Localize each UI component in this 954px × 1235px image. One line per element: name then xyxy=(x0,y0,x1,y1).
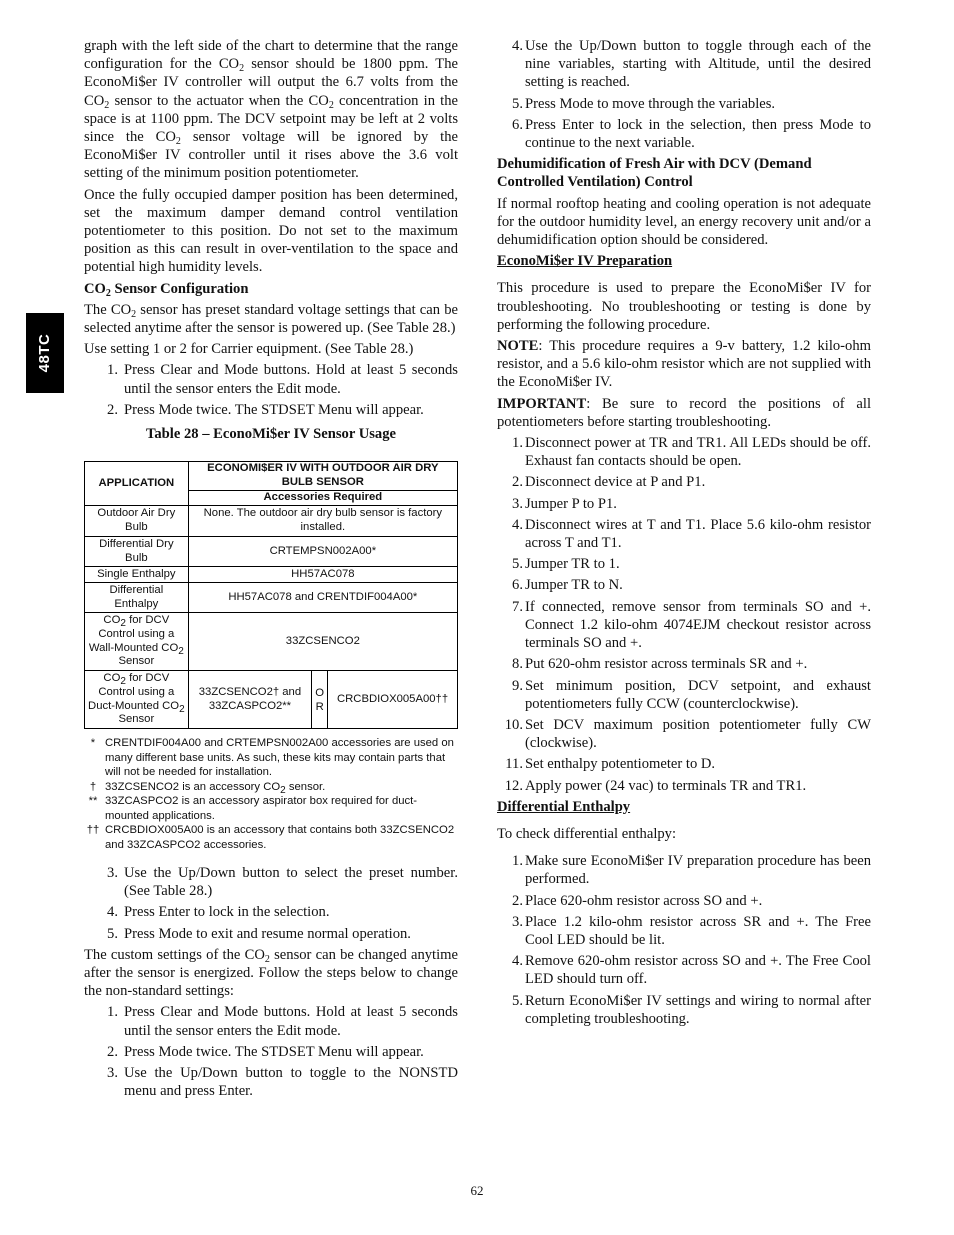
heading-dehumidification: Dehumidification of Fresh Air with DCV (Demand Controlled Ventilation) Control xyxy=(497,156,812,191)
table-row xyxy=(85,567,458,583)
list-item: 2. Press Mode twice. The STDSET Menu will appear. xyxy=(107,1043,424,1060)
sensor-usage-table xyxy=(84,461,458,729)
paragraph-custom-settings: The custom settings of the $CO_2$ sensor can be changed anytime after the sensor is energized. Follow the steps below to change the non-standard settings: xyxy=(84,946,458,1000)
list-item: 12. Apply power (24 vac) to terminals TR and TR1. xyxy=(504,777,807,794)
left-column xyxy=(84,37,458,1104)
steps-preset-list xyxy=(84,361,458,419)
right-column xyxy=(497,37,871,1031)
list-item: 6. Press Enter to lock in the selection, then press Mode to continue to the next variable. xyxy=(512,116,871,152)
list-item: 1. Press Clear and Mode buttons. Hold at least 5 seconds until the sensor enters the Edit mode. xyxy=(107,1004,458,1039)
heading-differential-enthalpy: Differential Enthalpy xyxy=(497,798,631,815)
table-cell-accessories: CRTEMPSN002A00* xyxy=(188,537,457,567)
list-item: 3. Jumper P to P1. xyxy=(512,495,617,512)
list-item: 4. Disconnect wires at T and T1. Place 5.6 kilo-ohm resistor across T and T1. xyxy=(512,516,871,552)
table-cell-accessories: HH57AC078 xyxy=(188,567,457,583)
list-item: 11. Set enthalpy potentiometer to D. xyxy=(505,756,716,773)
steps-preset-continued xyxy=(84,864,458,943)
table-cell-application: Differential Dry Bulb xyxy=(85,537,189,567)
paragraph-preset-settings: The $CO_2$ sensor has preset standard voltage settings that can be selected anytime after the sensor is powered up. (See Table 28.) xyxy=(84,301,458,337)
list-item: 4. Remove 620-ohm resistor across SO and +. The Free Cool LED should turn off. xyxy=(512,953,871,988)
table-row xyxy=(85,537,458,567)
header-accessories: Accessories Required xyxy=(188,491,457,506)
steps-nonstandard-continued xyxy=(497,37,871,152)
section-tab-48tc xyxy=(26,313,64,393)
header-application: APPLICATION xyxy=(85,462,189,506)
list-item: 5. Return EconoMi$er IV settings and wiring to normal after completing troubleshooting. xyxy=(512,992,871,1027)
list-item: 1. Disconnect power at TR and TR1. All LEDs should be off. Exhaust fan contacts should be open. xyxy=(512,435,871,470)
table-row xyxy=(85,583,458,613)
table-cell-application: Single Enthalpy xyxy=(85,567,189,583)
footnote: * CRENTDIF004A00 and CRTEMPSN002A00 accessories are used on many different base units. As such, these kits may contain parts that will not be needed for installation. xyxy=(90,737,454,779)
footnote: ** 33ZCASPCO2 is an accessory aspirator box required for duct-mounted applications. xyxy=(88,795,418,822)
heading-co2-sensor-configuration: $CO_2$ Sensor Configuration xyxy=(84,280,249,299)
table-footnotes xyxy=(84,736,458,852)
note-paragraph: NOTE: This procedure requires a 9-v battery, 1.2 kilo-ohm resistor, and a 5.6 kilo-ohm resistor which are not supplied with the EconoMi$er IV. xyxy=(497,338,871,391)
table-row xyxy=(85,671,458,729)
list-item: 5. Press Mode to move through the variables. xyxy=(512,95,776,112)
list-item: 3. Use the Up/Down button to toggle to the NONSTD menu and press Enter. xyxy=(107,1065,458,1100)
list-item: 9. Set minimum position, DCV setpoint, and exhaust potentiometers fully CCW (counterclockwise). xyxy=(512,677,871,712)
list-item: 5. Jumper TR to 1. xyxy=(512,556,620,573)
list-item: 3. Place 1.2 kilo-ohm resistor across SR and +. The Free Cool LED should be lit. xyxy=(512,913,871,948)
table-cell-application: Outdoor Air Dry Bulb xyxy=(85,506,189,537)
list-item: 2. Press Mode twice. The STDSET Menu will appear. xyxy=(107,401,424,418)
footnote: † 33ZCSENCO2 is an accessory $CO_2$ sensor. xyxy=(89,780,326,796)
table-title: Table 28 – EconoMi$er IV Sensor Usage xyxy=(145,426,396,443)
note-label: NOTE xyxy=(497,338,539,355)
list-item: 4. Use the Up/Down button to toggle through each of the nine variables, starting with Altitude, until the desired setting is reached. xyxy=(512,38,871,91)
steps-enthalpy-list xyxy=(497,852,871,1028)
important-label: IMPORTANT xyxy=(497,395,587,412)
table-cell-accessories: None. The outdoor air dry bulb sensor is factory installed. xyxy=(188,506,457,537)
table-row xyxy=(85,613,458,671)
list-item: 10. Set DCV maximum position potentiometer fully CW (clockwise). xyxy=(504,716,871,752)
heading-economizer-preparation: EconoMi$er IV Preparation xyxy=(497,253,673,270)
table-cell-accessories-alt: CRCBDIOX005A00†† xyxy=(328,671,458,729)
section-tab-label: 48TC xyxy=(35,333,53,373)
list-item: 4. Press Enter to lock in the selection. xyxy=(107,904,330,921)
table-cell-accessories: 33ZCSENCO2† and 33ZCASPCO2** xyxy=(188,671,312,729)
paragraph-damper-position: Once the fully occupied damper position has been determined, set the maximum damper demand control ventilation potentiometer to this position. Do not set to the maximum position as this can result in over-ventilation to the space and potential high humidity levels. xyxy=(84,186,458,276)
list-item: 6. Jumper TR to N. xyxy=(512,577,623,594)
list-item: 7. If connected, remove sensor from terminals SO and +. Connect 1.2 kilo-ohm 4074EJM checkout resistor across terminals SO and +. xyxy=(512,598,871,652)
paragraph-check-enthalpy: To check differential enthalpy: xyxy=(497,825,677,842)
header-economizer: ECONOMI$ER IV WITH OUTDOOR AIR DRY BULB SENSOR xyxy=(188,462,457,491)
page-number: 62 xyxy=(470,1183,484,1198)
table-cell-application: Differential Enthalpy xyxy=(85,583,189,613)
paragraph-dehumidification: If normal rooftop heating and cooling operation is not adequate for the outdoor humidity level, an energy recovery unit and/or a dehumidification option should be considered. xyxy=(497,195,871,249)
table-cell-accessories: 33ZCSENCO2 xyxy=(188,613,457,671)
table-row xyxy=(85,506,458,537)
list-item: 2. Disconnect device at P and P1. xyxy=(512,474,706,491)
list-item: 8. Put 620-ohm resistor across terminals SR and +. xyxy=(512,656,808,673)
list-item: 5. Press Mode to exit and resume normal operation. xyxy=(107,925,411,942)
paragraph-sensor-range: graph with the left side of the chart to determine that the range configuration for the $CO_2$ sensor should be 1800 ppm. The EconoMi$er IV controller will output the 6.7 volts from the $CO_2$ sensor to the actuator when the $CO_2$ concentration in the space is at 1100 ppm. The DCV setpoint may be left at 2 volts since the $CO_2$ sensor voltage will be ignored by the EconoMi$er IV controller until it rises above the 3.6 volt setting of the minimum position potentiometer. xyxy=(84,38,459,182)
list-item: 1. Make sure EconoMi$er IV preparation procedure has been performed. xyxy=(512,853,871,888)
table-cell-application: $CO_2$ for DCV Control using a Wall-Mounted $CO_2$ Sensor xyxy=(85,613,189,671)
table-cell-application: $CO_2$ for DCV Control using a Duct-Mounted $CO_2$ Sensor xyxy=(85,671,189,729)
important-paragraph: IMPORTANT: Be sure to record the positions of all potentiometers before starting troubleshooting. xyxy=(497,395,871,430)
list-item: 1. Press Clear and Mode buttons. Hold at least 5 seconds until the sensor enters the Edit mode. xyxy=(107,362,458,397)
footnote: †† CRCBDIOX005A00 is an accessory that contains both 33ZCSENCO2 and 33ZCASPCO2 accessories. xyxy=(86,824,455,851)
steps-nonstandard-list xyxy=(84,1003,458,1100)
paragraph-carrier-setting: Use setting 1 or 2 for Carrier equipment. (See Table 28.) xyxy=(84,341,414,358)
list-item: 3. Use the Up/Down button to select the preset number. (See Table 28.) xyxy=(107,865,458,900)
table-cell-accessories: HH57AC078 and CRENTDIF004A00* xyxy=(188,583,457,613)
table-cell-or: O R xyxy=(312,671,328,729)
steps-preparation-list xyxy=(497,434,871,795)
paragraph-preparation: This procedure is used to prepare the EconoMi$er IV for troubleshooting. No troubleshooting or testing is done by performing the following procedure. xyxy=(497,280,871,333)
list-item: 2. Place 620-ohm resistor across SO and +. xyxy=(512,892,763,909)
